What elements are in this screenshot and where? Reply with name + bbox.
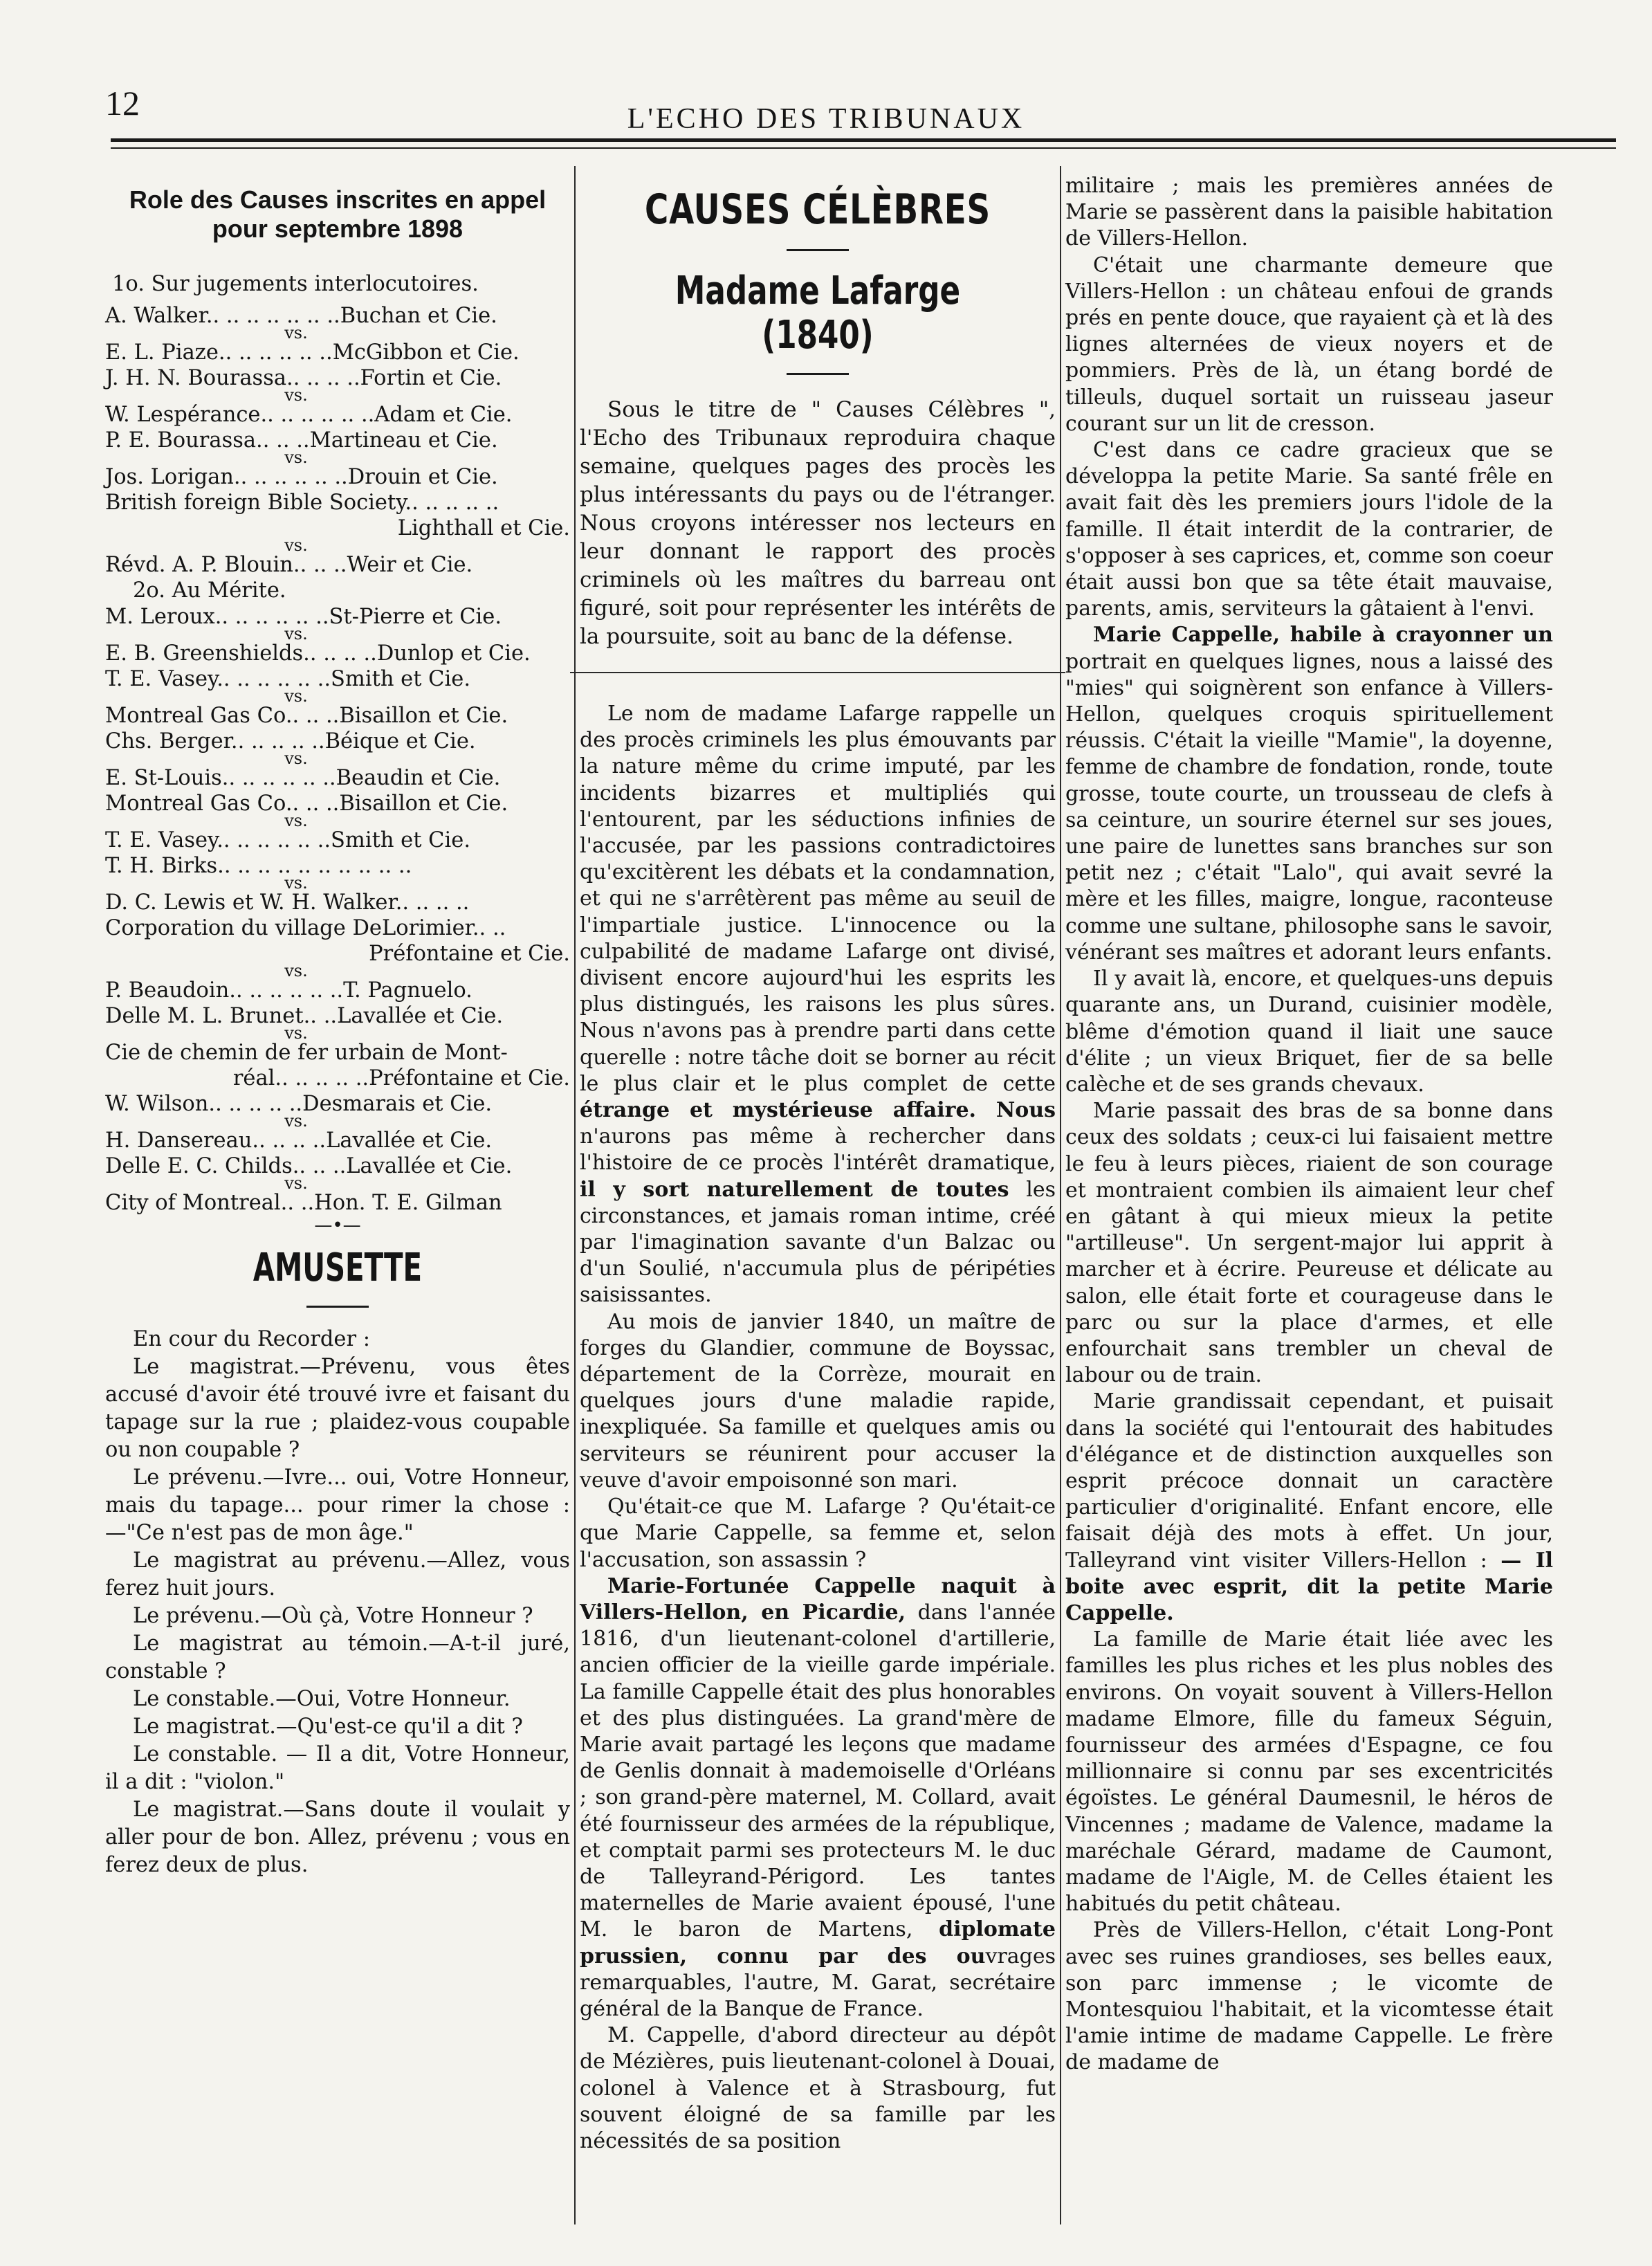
role-entry-vs: vs. [284, 1023, 308, 1043]
article-paragraph [1065, 173, 1553, 253]
role-entry-vs: vs. [284, 1111, 308, 1131]
text-run: les circonstances, et jamais roman intime, créé par l'imagination savante d'un Balzac ou d'un Soulié, n'accumula plus de péripéties saisissantes. [580, 1177, 1056, 1308]
amusette-paragraph: Le magistrat.—Qu'est-ce qu'il a dit ? [133, 1715, 523, 1739]
column-divider-1 [574, 166, 576, 2224]
amusette-paragraph: Le magistrat au témoin.—A-t-il juré, constable ? [105, 1632, 570, 1683]
separator-ornament: —•— [314, 1215, 361, 1236]
amusette-text [105, 1326, 570, 1879]
text-run: Qu'était-ce que M. Lafarge ? Qu'était-ce que Marie Cappelle, sa femme et, selon l'accusation, son assassin ? [580, 1495, 1056, 1572]
role-entry-parties: Jos. Lorigan.. .. .. .. .. ..Drouin et Cie. [105, 465, 498, 489]
role-entry-parties: A. Walker.. .. .. .. .. .. ..Buchan et Cie. [105, 304, 497, 328]
role-entry-parties: M. Leroux.. .. .. .. .. ..St-Pierre et Cie. [105, 605, 502, 629]
column-divider-2 [1060, 166, 1061, 2224]
header-rule-thick [111, 138, 1616, 142]
role-entry [105, 1153, 570, 1193]
role-entry-parties: T. E. Vasey.. .. .. .. .. ..Smith et Cie. [105, 828, 471, 852]
intro-divider [570, 672, 1065, 673]
article-paragraph [1065, 966, 1553, 1098]
role-entry-vs: vs. [284, 873, 308, 893]
role-entry [105, 703, 570, 729]
text-run: Au mois de janvier 1840, un maître de forges du Glandier, commune de Boyssac, département de la Corrèze, mourait en quelques jours d'une maladie rapide, inexpliquée. Sa famille et quelques amis ou serviteurs se réunirent pour accuser la veuve d'avoir empoisonné son mari. [580, 1309, 1056, 1492]
text-run: La famille de Marie était liée avec les familles les plus riches et les plus nobles des environs. On voyait souvent à Villers-Hellon madame Elmore, fille du fameux Séguin, fournisseur des armées d'Espagne, ce fou millionnaire si connu par ses excentricités égoïstes. Le général Daumesnil, le héros de Vincennes ; madame de Valence, madame la maréchale Gérard, madame de Caumont, madame de l'Aigle, M. de Celles étaient les habitués du petit château. [1065, 1627, 1553, 1917]
role-entry [105, 791, 570, 828]
role-entry-vs: vs. [284, 624, 308, 643]
text-run: C'est dans ce cadre gracieux que se développa la petite Marie. Sa santé frêle en avait fait dès les premiers jours l'idole de la famille. Il était interdit de la contrarier, de s'opposer à ses caprices, et, comme son coeur était aussi bon que sa tête était mauvaise, parents, amis, serviteurs la gâtaient à l'envi. [1065, 438, 1553, 621]
role-entry [105, 1128, 570, 1153]
role-entry [105, 464, 570, 490]
causes-subtitle: Madame Lafarge (1840) [674, 268, 961, 358]
role-title [105, 185, 570, 244]
column-middle [580, 185, 1056, 2155]
text-run: M. Cappelle, d'abord directeur au dépôt de Mézières, puis lieutenant-colonel à Douai, colonel à Valence et à Strasbourg, fut souvent éloigné de sa famille par les nécessités de sa position [580, 2023, 1056, 2153]
amusette-paragraph: Le prévenu.—Où çà, Votre Honneur ? [133, 1604, 533, 1628]
role-entry-parties: Révd. A. P. Blouin.. .. ..Weir et Cie. [105, 553, 473, 577]
column-left [105, 173, 570, 1879]
amusette-paragraph: Le prévenu.—Ivre... oui, Votre Honneur, mais du tapage... pour rimer la chose :—"Ce n'est pas de mon âge." [105, 1465, 570, 1545]
role-entry-vs: vs. [284, 686, 308, 706]
page-number: 12 [105, 84, 140, 122]
role-entry-vs: vs. [284, 536, 308, 555]
text-run: Le nom de madame Lafarge rappelle un des procès criminels les plus émouvants par la nature même du crime imputé, par les incidents bizarres et multipliés qui l'entourent, par les séductions infinies de l'accusée, par les passions contradictoires qu'excitèrent les débats et la condamnation, et qui ne s'arrêtèrent pas même au seuil de l'impartiale justice. L'innocence ou la culpabilité de madame Lafarge ont divisé, divisent encore aujourd'hui les esprits les plus distingués, les raisons les plus sûres. Nous n'avons pas à prendre parti dans cette querelle : notre tâche doit se borner au récit le plus clair et le plus complet de cette [580, 702, 1056, 1096]
role-entry [105, 604, 570, 641]
article-paragraph [1065, 1098, 1553, 1389]
role-entry-parties: E. St-Louis.. .. .. .. .. ..Beaudin et Cie. [105, 766, 501, 790]
role-entry-vs: vs. [284, 749, 308, 768]
causes-intro [580, 396, 1056, 651]
role-entry [105, 666, 570, 706]
role-entry-vs: vs. [284, 448, 308, 467]
bold-text: diplomate prussien, connu par des ou [580, 1917, 1056, 1968]
causes-body [580, 701, 1056, 2155]
role-entry-parties: City of Montreal.. ..Hon. T. E. Gilman [105, 1191, 502, 1215]
text-run: n'aurons pas même à rechercher dans l'histoire de ce procès l'intérêt dramatique, [580, 1124, 1056, 1176]
role-entry-parties: Delle E. C. Childs.. .. ..Lavallée et Cie. [105, 1154, 513, 1178]
role-entry-parties: Montreal Gas Co.. .. ..Bisaillon et Cie. [105, 704, 508, 728]
role-entry-parties: T. E. Vasey.. .. .. .. .. ..Smith et Cie. [105, 667, 471, 691]
role-entry-parties: P. E. Bourassa.. .. ..Martineau et Cie. [105, 428, 498, 453]
article-paragraph [580, 1309, 1056, 1494]
role-entry-parties: British foreign Bible Society.. .. .. .. .. [105, 491, 499, 515]
bold-text: Marie-Fortunée Cappelle naquit à Villers-Hellon, en Picardie, [580, 1573, 1056, 1625]
running-title: L'ECHO DES TRIBUNAUX [627, 103, 1025, 135]
role-entry [105, 1040, 570, 1091]
causes-title: CAUSES CÉLÈBRES [644, 185, 991, 234]
text-run: C'était une charmante demeure que Villers-Hellon : un château enfoui de grands prés en pente douce, que rayaient çà et là des lignes alternées de vieux noyers et de pommiers. Près de là, un étang bordé de tilleuls, duquel sortait un ruisseau jaseur courant sur un lit de cresson. [1065, 253, 1553, 436]
role-entry [105, 340, 570, 365]
causes-title-rule [787, 249, 849, 251]
role-entry [105, 303, 570, 340]
amusette-paragraph: Le magistrat.—Prévenu, vous êtes accusé d'avoir été trouvé ivre et faisant du tapage sur la rue ; plaidez-vous coupable ou non coupable ? [105, 1355, 570, 1462]
role-entry [105, 365, 570, 405]
role-title-line1: Role des Causes inscrites en appel [129, 185, 547, 214]
role-entry-parties: E. L. Piaze.. .. .. .. .. ..McGibbon et Cie. [105, 340, 520, 365]
role-entry-parties: P. Beaudoin.. .. .. .. .. ..T. Pagnuelo. [105, 978, 472, 1003]
role-entry [105, 765, 570, 791]
column-right [1065, 173, 1553, 2076]
role-entry-parties: Delle M. L. Brunet.. ..Lavallée et Cie. [105, 1004, 504, 1028]
article-paragraph [580, 701, 1056, 1309]
role-entry [105, 428, 570, 467]
text-run: dans l'année 1816, d'un lieutenant-colonel d'artillerie, ancien officier de la vieille garde impériale. La famille Cappelle était des plus honorables et des plus distinguées. La grand'mère de Marie avait partagé les leçons que madame de Genlis donnait à mademoiselle d'Orléans ; son grand-père maternel, M. Collard, avait été fournisseur des armées de la république, et comptait parmi ses protecteurs M. le duc de Talleyrand-Périgord. Les tantes maternelles de Marie avaient épousé, l'une M. le baron de Martens, [580, 1600, 1056, 1942]
role-entry [105, 641, 570, 666]
role-section-2: 2o. Au Mérite. [133, 578, 286, 603]
role-entry-continued: réal.. .. .. .. ..Préfontaine et Cie. [232, 1066, 570, 1090]
article-paragraph [1065, 1389, 1553, 1627]
amusette-paragraph: Le constable. — Il a dit, Votre Honneur, il a dit : "violon." [105, 1742, 570, 1794]
causes-subtitle-rule [787, 373, 849, 375]
role-entry-continued: Préfontaine et Cie. [369, 942, 570, 966]
role-entry-continued: Lighthall et Cie. [397, 516, 570, 540]
role-entry-parties: W. Wilson.. .. .. .. ..Desmarais et Cie. [105, 1092, 493, 1116]
article-paragraph [1065, 253, 1553, 437]
role-entry-parties: D. C. Lewis et W. H. Walker.. .. .. .. [105, 890, 470, 915]
text-run: Marie grandissait cependant, et puisait dans la société qui l'entourait des habitudes d'élégance et de distinction auxquelles son esprit précoce donnait un caractère particulier d'originalité. Enfant encore, elle faisait déjà des mots à effet. Un jour, Talleyrand vint visiter Villers-Hellon : [1065, 1389, 1553, 1573]
role-entry-vs: vs. [284, 1173, 308, 1193]
role-entry [105, 828, 570, 853]
role-title-line2: pour septembre 1898 [212, 214, 464, 243]
amusette-paragraph: Le magistrat au prévenu.—Allez, vous ferez huit jours. [105, 1548, 570, 1600]
role-entry-parties: Montreal Gas Co.. .. ..Bisaillon et Cie. [105, 792, 508, 816]
bold-text: Marie Cappelle, habile à crayonner un [1093, 623, 1553, 648]
amusette-paragraph: Le magistrat.—Sans doute il voulait y aller pour de bon. Allez, prévenu ; vous en ferez deux de plus. [105, 1798, 570, 1877]
role-entry-parties: T. H. Birks.. .. .. .. .. .. .. .. .. .. [105, 854, 412, 878]
role-entry [105, 890, 570, 915]
role-entry [105, 402, 570, 428]
text-run: Marie passait des bras de sa bonne dans ceux des soldats ; ceux-ci lui faisaient mettre le feu à leurs pièces, riaient de son courage et montraient combien ils aimaient leur chef en gâtant à qui mieux mieux la petite "artilleuse". Un sergent-major lui apprit à marcher et à écrire. Peureuse et délicate au salon, elle était forte et courageuse dans le parc ou sur la place d'armes, et elle enfourchait sans trembler un cheval de labour ou de train. [1065, 1099, 1553, 1388]
bold-text: étrange et mystérieuse affaire. Nous [580, 1098, 1056, 1123]
article-paragraph [1065, 1627, 1553, 1917]
article-paragraph [1065, 437, 1553, 622]
role-entry-parties: H. Dansereau.. .. .. ..Lavallée et Cie. [105, 1129, 493, 1153]
text-run: Il y avait là, encore, et quelques-uns depuis quarante ans, un Durand, cuisinier modèle, blême d'émotion quand il liait une sauce d'élite ; un vieux Briquet, fier de sa belle calèche et de ses grands chevaux. [1065, 967, 1553, 1097]
role-entry-parties: Cie de chemin de fer urbain de Mont- [105, 1041, 508, 1065]
header-rule-thin [111, 147, 1616, 149]
role-entry [105, 915, 570, 978]
role-entry [105, 1190, 570, 1216]
role-entry-vs: vs. [284, 961, 308, 980]
role-entry [105, 552, 570, 578]
role-entry [105, 1003, 570, 1043]
role-entry-parties: Chs. Berger.. .. .. .. ..Béique et Cie. [105, 729, 476, 753]
amusette-paragraph: Le constable.—Oui, Votre Honneur. [133, 1687, 511, 1711]
text-run: militaire ; mais les premières années de Marie se passèrent dans la paisible habitation de Villers-Hellon. [1065, 174, 1553, 251]
role-entry-parties: E. B. Greenshields.. .. .. ..Dunlop et Cie. [105, 641, 531, 666]
text-run: portrait en quelques lignes, nous a laissé des "mies" qui soignèrent son enfance à Villers-Hellon, quelques croquis spirituellement réussis. C'était la vieille "Mamie", la doyenne, femme de chambre de fondation, ronde, toute grosse, toute courte, un trousseau de clefs à sa ceinture, un sourire éternel sur ses joues, une paire de lunettes sans branches sur son petit nez ; c'était "Lalo", qui avait sevré la mère et les filles, maigre, longue, raconteuse comme une sultane, philosophe sans le savoir, vénérant ses maîtres et adorant leurs enfants. [1065, 649, 1553, 965]
role-entry-parties: Corporation du village DeLorimier.. .. [105, 916, 506, 940]
role-entry [105, 1091, 570, 1131]
bold-text: il y sort naturellement de toutes [580, 1177, 1009, 1202]
role-entry-parties: J. H. N. Bourassa.. .. .. ..Fortin et Cie. [105, 366, 502, 390]
text-run: vrages remarquables, l'autre, M. Garat, secrétaire général de la Banque de France. [580, 1944, 1056, 2021]
role-entry [105, 978, 570, 1003]
amusette-title: AMUSETTE [253, 1245, 423, 1290]
article-paragraph [1065, 622, 1553, 966]
role-entry-vs: vs. [284, 811, 308, 830]
intro-paragraph: Sous le titre de " Causes Célèbres ", l'Echo des Tribunaux reproduira chaque semaine, quelques pages des procès les plus intéressants du pays ou de l'étranger. Nous croyons intéresser nos lecteurs en leur donnant le rapport des procès criminels où les maîtres du barreau ont figuré, soit pour représenter les intérêts de la poursuite, soit au banc de la défense. [580, 397, 1056, 649]
role-entries-1 [105, 303, 570, 578]
article-paragraph [580, 2022, 1056, 2155]
article-paragraph [580, 1573, 1056, 2022]
article-paragraph [580, 1494, 1056, 1573]
role-section-1: 1o. Sur jugements interlocutoires. [112, 272, 479, 296]
role-entry [105, 729, 570, 768]
role-entry-vs: vs. [284, 385, 308, 405]
text-run: Près de Villers-Hellon, c'était Long-Pont avec ses ruines grandioses, ses belles eaux, son parc immense ; le vicomte de Montesquiou l'habitait, et la vicomtesse était l'amie intime de madame Cappelle. Le frère de madame de [1065, 1918, 1553, 2075]
article-paragraph [1065, 1917, 1553, 2076]
amusette-paragraph: En cour du Recorder : [133, 1327, 370, 1351]
role-entry [105, 853, 570, 893]
role-entry [105, 490, 570, 555]
amusette-rule [306, 1306, 369, 1308]
bold-text: — Il boite avec esprit, dit la petite Marie Cappelle. [1065, 1548, 1554, 1625]
role-entries-2 [105, 604, 570, 1216]
role-entry-vs: vs. [284, 323, 308, 342]
role-entry-parties: W. Lespérance.. .. .. .. .. ..Adam et Cie. [105, 403, 513, 427]
